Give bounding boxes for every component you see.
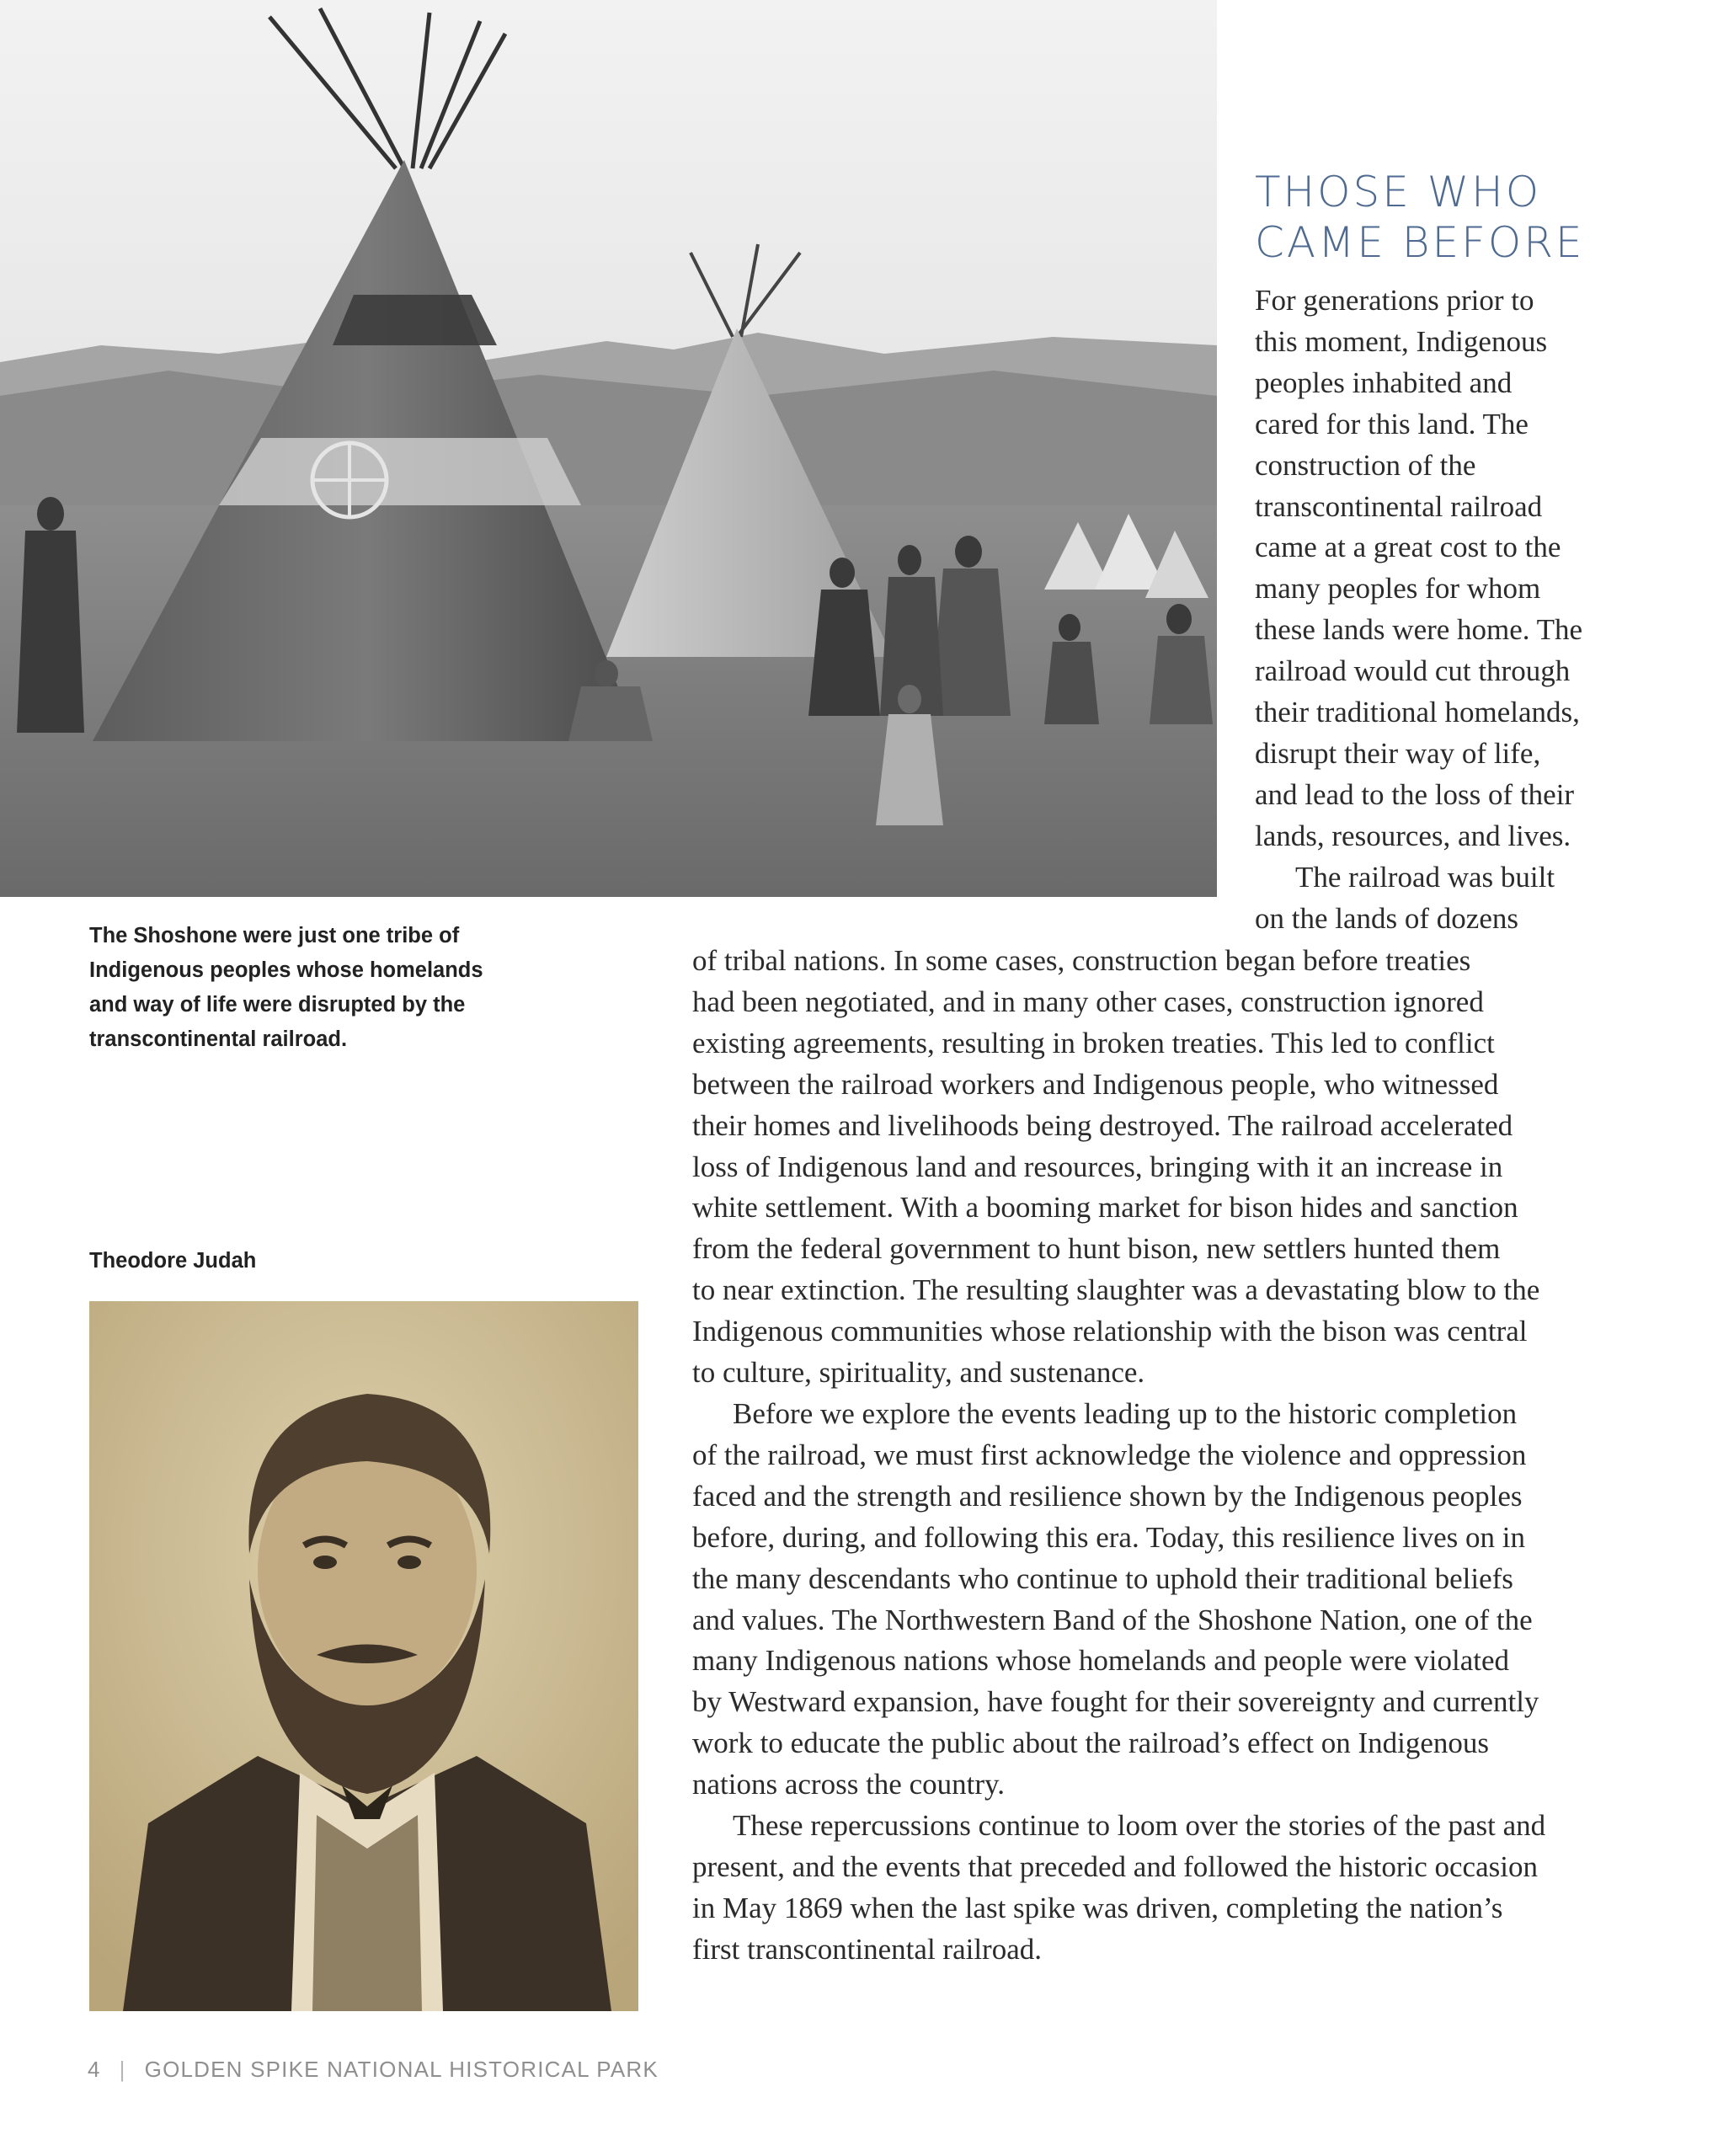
caption-line: Indigenous peoples whose homelands — [89, 958, 483, 982]
text-line: present, and the events that preceded and followed the historic occasion — [692, 1849, 1538, 1883]
text-line: their homes and livelihoods being destroyed. The railroad accelerated — [692, 1108, 1513, 1142]
page-footer — [88, 2057, 659, 2083]
footer-separator: | — [119, 2057, 126, 2082]
text-line: and values. The Northwestern Band of the Shoshone Nation, one of the — [692, 1603, 1533, 1636]
text-line: their traditional homelands, — [1255, 696, 1580, 729]
text-line: by Westward expansion, have fought for their sovereignty and currently — [692, 1685, 1539, 1719]
text-line: to near extinction. The resulting slaughter was a devastating blow to the — [692, 1273, 1540, 1307]
text-line: existing agreements, resulting in broken treaties. This led to conflict — [692, 1026, 1495, 1059]
text-line: nations across the country. — [692, 1768, 1005, 1801]
text-line: construction of the — [1255, 448, 1476, 482]
text-line: from the federal government to hunt bison, new settlers hunted them — [692, 1232, 1501, 1266]
portrait-illustration — [89, 1301, 638, 2011]
text-line: between the railroad workers and Indigenous people, who witnessed — [692, 1067, 1499, 1101]
text-line: Before we explore the events leading up to the historic completion — [733, 1396, 1518, 1430]
caption-line: The Shoshone were just one tribe of — [89, 924, 460, 947]
text-line: in May 1869 when the last spike was driven, completing the nation’s — [692, 1891, 1503, 1924]
text-line: Indigenous communities whose relationship with the bison was central — [692, 1315, 1528, 1348]
text-line: these lands were home. The — [1255, 613, 1583, 647]
paragraph-acknowledgement — [692, 1394, 1631, 1806]
text-line: lands, resources, and lives. — [1255, 819, 1571, 852]
text-line: came at a great cost to the — [1255, 531, 1561, 564]
shoshone-camp-illustration — [0, 0, 1217, 897]
text-line: to culture, spirituality, and sustenance. — [692, 1356, 1145, 1390]
text-line: The railroad was built — [1295, 860, 1555, 894]
judah-photo-caption: Theodore Judah — [89, 1249, 257, 1273]
theodore-judah-portrait — [89, 1301, 638, 2011]
text-line: white settlement. With a booming market for bison hides and sanction — [692, 1191, 1518, 1225]
text-line: railroad would cut through — [1255, 654, 1571, 688]
text-line: loss of Indigenous land and resources, bringing with it an increase in — [692, 1150, 1503, 1183]
page-number: 4 — [88, 2057, 101, 2082]
narrow-text-column — [1255, 280, 1625, 940]
text-line: For generations prior to — [1255, 284, 1534, 317]
text-line: had been negotiated, and in many other cases, construction ignored — [692, 985, 1484, 1018]
text-line: transcontinental railroad — [1255, 489, 1543, 523]
section-heading — [1255, 167, 1676, 268]
text-line: of the railroad, we must first acknowledge the violence and oppression — [692, 1438, 1527, 1471]
text-line: disrupt their way of life, — [1255, 736, 1541, 770]
paragraph-repercussions — [692, 1806, 1631, 1971]
text-line: many Indigenous nations whose homelands and people were violated — [692, 1644, 1510, 1678]
text-line: before, during, and following this era. Today, this resilience lives on in — [692, 1520, 1525, 1554]
shoshone-camp-photo — [0, 0, 1217, 897]
text-line: cared for this land. The — [1255, 407, 1529, 440]
text-line: peoples inhabited and — [1255, 366, 1513, 399]
text-line: on the lands of dozens — [1255, 901, 1518, 935]
paragraph-tribal-nations-start — [1255, 857, 1625, 940]
text-line: the many descendants who continue to uphold their traditional beliefs — [692, 1561, 1513, 1595]
camp-photo-caption — [89, 919, 561, 1057]
text-line: These repercussions continue to loom over the stories of the past and — [733, 1809, 1546, 1843]
text-line: faced and the strength and resilience shown by the Indigenous peoples — [692, 1479, 1523, 1513]
paragraph-intro — [1255, 280, 1625, 857]
wide-text-column — [692, 941, 1631, 1971]
heading-line-1: THOSE WHO — [1255, 168, 1542, 216]
text-line: of tribal nations. In some cases, construction began before treaties — [692, 944, 1471, 977]
text-line: first transcontinental railroad. — [692, 1932, 1042, 1966]
heading-line-2: CAME BEFORE — [1255, 218, 1585, 267]
text-line: work to educate the public about the railroad’s effect on Indigenous — [692, 1726, 1489, 1760]
text-line: this moment, Indigenous — [1255, 324, 1548, 358]
caption-line: and way of life were disrupted by the — [89, 993, 466, 1017]
paragraph-tribal-nations — [692, 941, 1631, 1394]
text-line: and lead to the loss of their — [1255, 777, 1575, 811]
text-line: many peoples for whom — [1255, 572, 1541, 606]
publication-title: GOLDEN SPIKE NATIONAL HISTORICAL PARK — [144, 2057, 659, 2082]
caption-line: transcontinental railroad. — [89, 1027, 348, 1051]
